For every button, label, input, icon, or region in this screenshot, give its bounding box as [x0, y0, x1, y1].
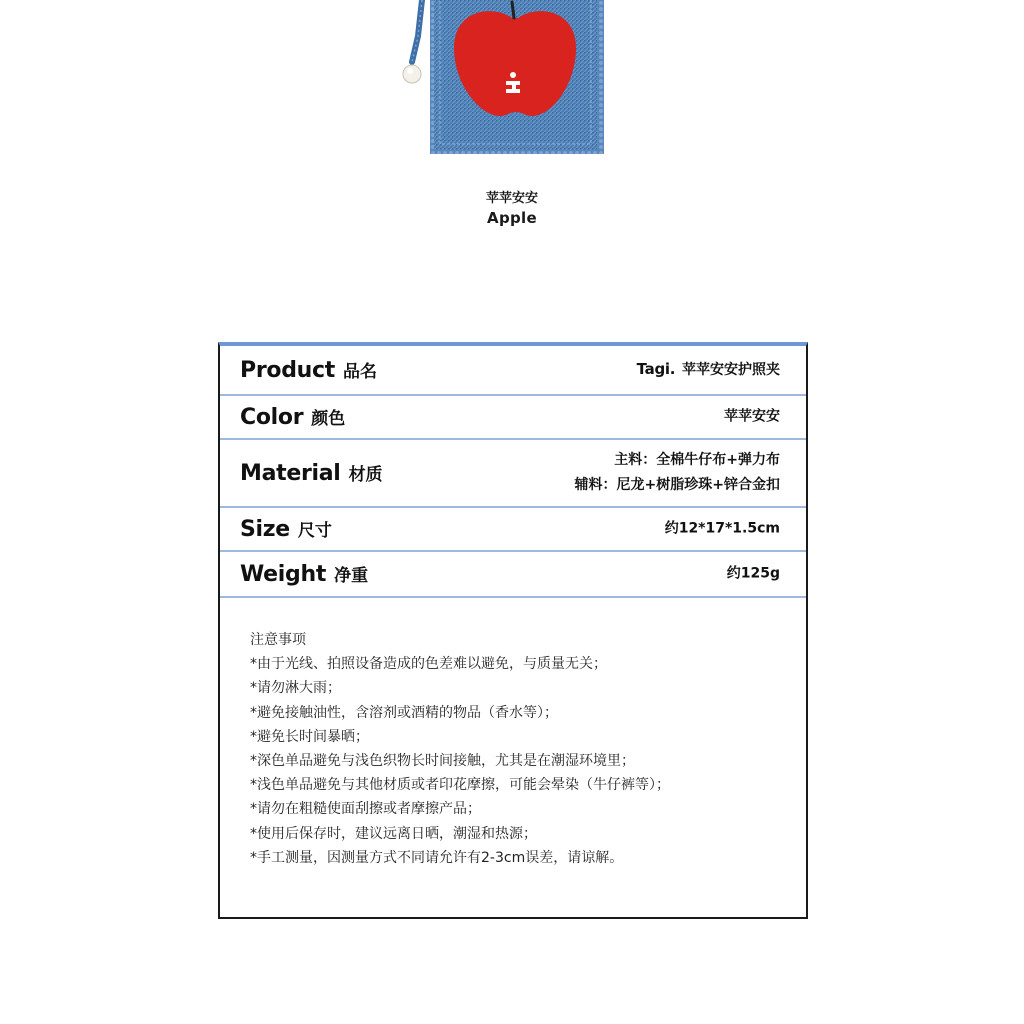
product-image — [400, 0, 620, 160]
note-item: *浅色单品避免与其他材质或者印花摩擦，可能会晕染（牛仔裤等）； — [250, 777, 670, 794]
spec-card — [218, 342, 808, 919]
apple-stem — [512, 2, 514, 18]
spec-row-material — [220, 440, 806, 508]
strap — [412, 0, 422, 62]
brand-name: Tagi. — [636, 360, 676, 378]
label-cn: 尺寸 — [297, 521, 332, 541]
product-name-value: 苹苹安安护照夹 — [682, 362, 780, 378]
product-caption — [412, 190, 612, 228]
spec-row-weight — [220, 552, 806, 598]
spec-row-size — [220, 508, 806, 552]
note-item: *请勿淋大雨； — [250, 680, 341, 697]
label-en: Color — [240, 405, 304, 430]
spec-label-color — [240, 404, 345, 430]
care-notes — [250, 628, 790, 870]
spec-label-material — [240, 460, 383, 486]
spec-value-color: 苹苹安安 — [724, 408, 780, 425]
material-aux: 辅料：尼龙+树脂珍珠+锌合金扣 — [574, 477, 780, 493]
spec-label-product — [240, 357, 377, 383]
note-item: *由于光线、拍照设备造成的色差难以避免，与质量无关； — [250, 656, 607, 673]
note-item: *深色单品避免与浅色织物长时间接触，尤其是在潮湿环境里； — [250, 753, 635, 770]
spec-label-weight — [240, 561, 368, 587]
label-en: Size — [240, 517, 290, 542]
product-name-en: Apple — [487, 209, 537, 227]
passport-holder-illustration — [400, 0, 620, 160]
label-en: Material — [240, 461, 341, 486]
label-cn: 材质 — [348, 465, 383, 485]
note-item: *避免接触油性，含溶剂或酒精的物品（香水等）； — [250, 704, 558, 721]
material-main: 主料：全棉牛仔布+弹力布 — [614, 452, 780, 468]
notes-title: 注意事项 — [250, 632, 306, 648]
pearl-bead — [403, 65, 421, 83]
note-item: *请勿在粗糙使面刮擦或者摩擦产品； — [250, 801, 481, 818]
note-item: *避免长时间暴晒； — [250, 728, 369, 745]
spec-row-color — [220, 396, 806, 440]
spec-value-material — [575, 448, 780, 498]
label-cn: 净重 — [334, 566, 369, 586]
label-en: Product — [240, 358, 335, 383]
spec-value-weight: 约125g — [726, 565, 780, 582]
spec-value-product — [637, 357, 780, 383]
label-en: Weight — [240, 562, 327, 587]
note-item: *手工测量，因测量方式不同请允许有2-3cm误差，请谅解。 — [250, 849, 624, 866]
spec-value-size: 约12*17*1.5cm — [664, 520, 780, 537]
product-name-cn: 苹苹安安 — [485, 191, 538, 206]
label-cn: 品名 — [342, 362, 377, 382]
spec-label-size — [240, 516, 332, 542]
spec-row-product — [220, 346, 806, 396]
note-item: *使用后保存时，建议远离日晒，潮湿和热源； — [250, 825, 537, 842]
label-cn: 颜色 — [311, 409, 346, 429]
